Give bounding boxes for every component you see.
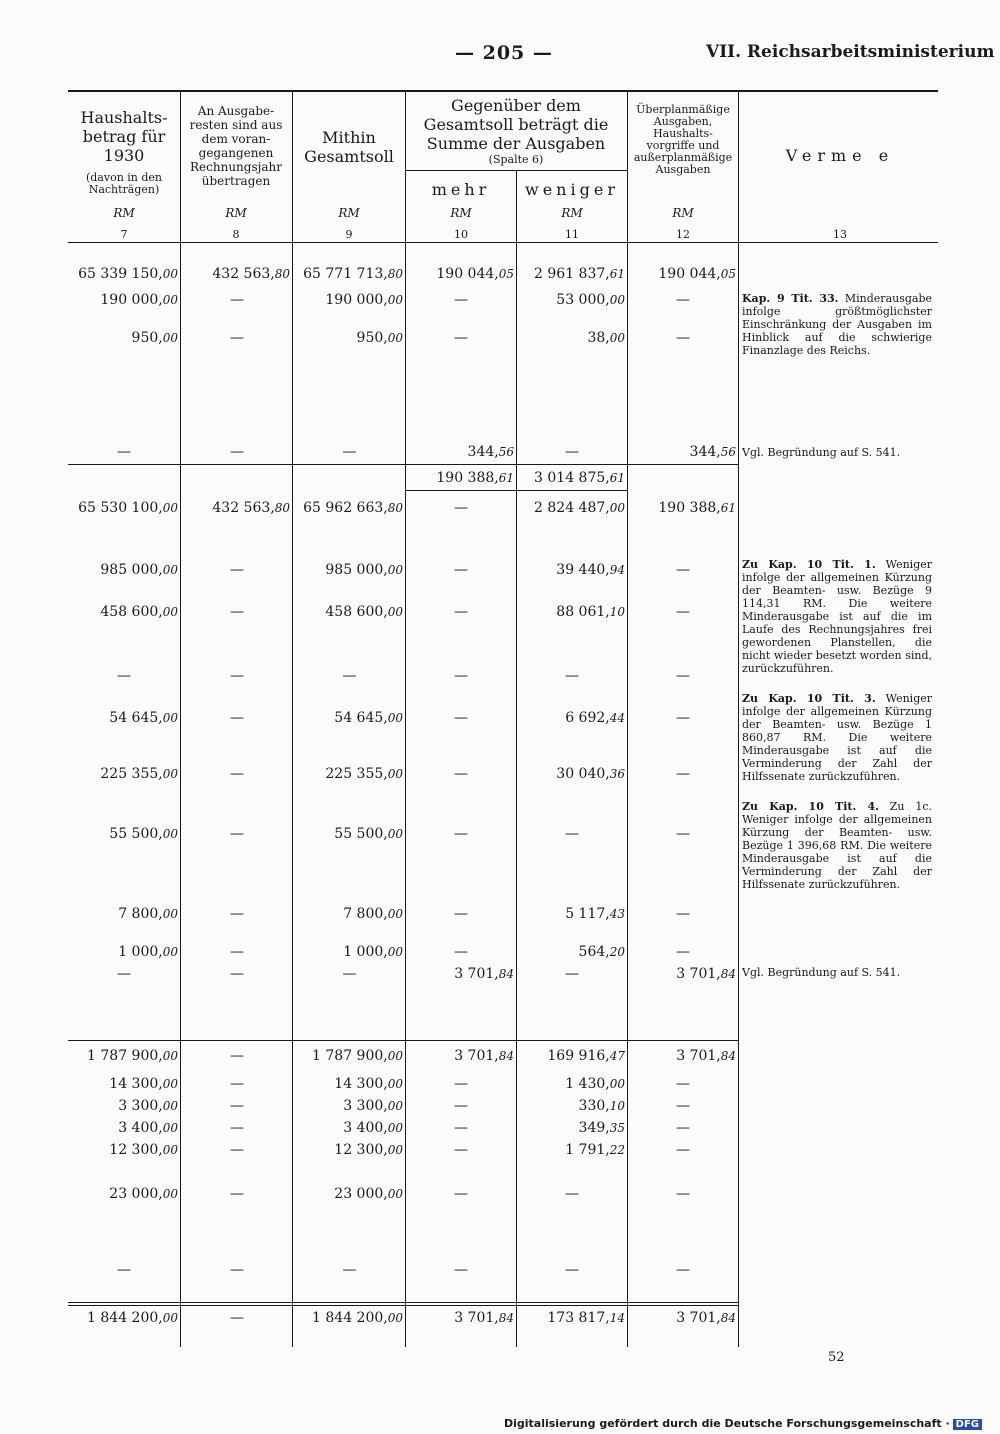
decimal-part: 61 <box>720 501 736 515</box>
table-cell-c10: — <box>454 330 468 346</box>
decimal-part: 00 <box>387 711 403 725</box>
footer-text: Digitalisierung gefördert durch die Deutsche Forschungsgemeinschaft · <box>503 1417 950 1430</box>
decimal-part: 00 <box>162 1121 178 1135</box>
table-cell-c11: 173 817,14 <box>547 1310 625 1326</box>
table-cell-c12: — <box>676 562 690 578</box>
footer <box>504 1417 982 1430</box>
note-label: Kap. 9 Tit. 33. <box>742 292 839 305</box>
table-cell-c7: — <box>117 668 131 684</box>
decimal-part: 00 <box>162 563 178 577</box>
decimal-part: 61 <box>498 471 514 485</box>
table-cell-c12: 3 701,84 <box>676 1048 736 1064</box>
table-cell-c11: — <box>565 826 579 842</box>
table-cell-c8: 432 563,80 <box>212 266 290 282</box>
decimal-part: 84 <box>498 1049 514 1063</box>
decimal-part: 00 <box>387 563 403 577</box>
decimal-part: 00 <box>162 945 178 959</box>
table-cell-c8: — <box>230 826 244 842</box>
table-cell-c10: — <box>454 604 468 620</box>
column-number: 11 <box>565 228 579 241</box>
table-cell-c7: 985 000,00 <box>100 562 178 578</box>
table-cell-c11: 3 014 875,61 <box>534 470 625 486</box>
decimal-part: 56 <box>498 445 514 459</box>
table-cell-c10: — <box>454 668 468 684</box>
decimal-part: 14 <box>609 1311 625 1325</box>
decimal-part: 00 <box>162 711 178 725</box>
unit-label: RM <box>672 206 694 220</box>
decimal-part: 80 <box>274 501 290 515</box>
table-cell-c12: — <box>676 826 690 842</box>
table-cell-c8: — <box>230 906 244 922</box>
table-cell-c9: — <box>342 668 357 684</box>
header-col7: Haushalts-betrag für 1930 <box>80 108 168 165</box>
table-cell-c12: — <box>676 1076 690 1092</box>
table-cell-c9: 225 355,00 <box>325 766 403 782</box>
col-line <box>180 92 181 1347</box>
decimal-part: 00 <box>162 1143 178 1157</box>
column-number: 9 <box>345 228 353 241</box>
table-cell-c11: — <box>565 1262 579 1278</box>
column-number: 10 <box>454 228 468 241</box>
note-kap9 <box>742 292 932 357</box>
table-cell-c8: — <box>230 1310 244 1326</box>
decimal-part: 00 <box>609 331 625 345</box>
decimal-part: 00 <box>162 827 178 841</box>
note-text: Vgl. Begründung auf S. 541. <box>742 966 901 979</box>
table-cell-c10: 3 701,84 <box>454 1048 514 1064</box>
table-cell-c8: — <box>230 1120 244 1136</box>
decimal-part: 00 <box>387 1187 403 1201</box>
table-cell-c10: — <box>454 292 468 308</box>
table-cell-c11: — <box>565 668 579 684</box>
note-text: Weniger infolge der allgemeinen Kürzung der Beamten- usw. Bezüge 9 114,31 RM. Die weitere Minderausgabe ist auf die im Laufe des Rechnungsjahres frei gewordenen Planstellen, die nicht wieder besetzt worden sind, zurückzuführen. <box>742 558 933 675</box>
decimal-part: 80 <box>274 267 290 281</box>
table-cell-c7: 65 530 100,00 <box>78 500 178 516</box>
table-cell-c9: 65 771 713,80 <box>303 266 403 282</box>
page-corner-number: 52 <box>828 1350 845 1365</box>
decimal-part: 00 <box>162 331 178 345</box>
note-text: Vgl. Begründung auf S. 541. <box>742 446 901 459</box>
table-cell-c12: — <box>676 292 690 308</box>
decimal-part: 00 <box>162 1049 178 1063</box>
table-cell-c10: — <box>454 944 468 960</box>
note-text: Weniger infolge der allgemeinen Kürzung der Beamten- usw. Bezüge 1 860,87 RM. Die weitere Minderausgabe ist auf die Verminderung der Zahl der Hilfssenate zurückzuführen. <box>742 692 933 783</box>
decimal-part: 00 <box>387 1143 403 1157</box>
table-cell-c11: 1 430,00 <box>565 1076 625 1092</box>
table-cell-c9: 3 300,00 <box>343 1098 403 1114</box>
table-cell-c10: — <box>454 1186 468 1202</box>
note-ref <box>742 446 932 459</box>
decimal-part: 84 <box>720 1311 736 1325</box>
table-cell-c7: 55 500,00 <box>109 826 178 842</box>
unit-label: RM <box>561 206 583 220</box>
header-col12: Überplanmäßige Ausgaben, Haushalts-vorgriffe und außerplanmäßige Ausgaben <box>633 103 733 176</box>
col-line <box>738 92 739 1347</box>
table-cell-c10: — <box>454 710 468 726</box>
table-cell-c10: 190 044,05 <box>436 266 514 282</box>
table-cell-c8: — <box>230 562 244 578</box>
table-cell-c8: — <box>230 1142 244 1158</box>
table-cell-c11: 169 916,47 <box>547 1048 625 1064</box>
table-cell-c12: 3 701,84 <box>676 1310 736 1326</box>
table-cell-c12: — <box>676 710 690 726</box>
decimal-part: 05 <box>720 267 736 281</box>
table-cell-c12: — <box>676 330 690 346</box>
decimal-part: 84 <box>720 1049 736 1063</box>
decimal-part: 00 <box>387 945 403 959</box>
decimal-part: 20 <box>609 945 625 959</box>
table-cell-c12: 190 388,61 <box>658 500 736 516</box>
table-cell-c10: 3 701,84 <box>454 966 514 982</box>
decimal-part: 22 <box>609 1143 625 1157</box>
table-cell-c9: 950,00 <box>356 330 403 346</box>
table-cell-c8: — <box>230 292 244 308</box>
table-cell-c12: — <box>676 604 690 620</box>
table-cell-c7: 190 000,00 <box>100 292 178 308</box>
col-line <box>405 92 406 1347</box>
table-cell-c9: — <box>342 444 357 460</box>
decimal-part: 61 <box>609 267 625 281</box>
table-cell-c7: 23 000,00 <box>109 1186 178 1202</box>
table-cell-c10: 344,56 <box>467 444 514 460</box>
decimal-part: 00 <box>162 1099 178 1113</box>
decimal-part: 00 <box>609 293 625 307</box>
table-cell-c7: 54 645,00 <box>109 710 178 726</box>
decimal-part: 00 <box>609 1077 625 1091</box>
table-cell-c11: 38,00 <box>587 330 625 346</box>
total-rule-2 <box>68 1305 738 1306</box>
decimal-part: 80 <box>387 267 403 281</box>
col-line <box>516 170 517 1347</box>
decimal-part: 00 <box>387 1099 403 1113</box>
table-cell-c12: 190 044,05 <box>658 266 736 282</box>
table-cell-c10: — <box>454 1076 468 1092</box>
table-cell-c7: 65 339 150,00 <box>78 266 178 282</box>
header-col9: Mithin Gesamtsoll <box>304 128 394 166</box>
note-ref <box>742 966 932 979</box>
table-cell-c8: — <box>230 1262 244 1278</box>
table-cell-c10: — <box>454 826 468 842</box>
note-kap10-tit3 <box>742 692 932 783</box>
note-text: Zu 1c. Weniger infolge der allgemeinen Kürzung der Beamten- usw. Bezüge 1 396,68 RM. Die weitere Minderausgabe ist auf die Verminderung der Zahl der Hilfssenate zurückzuführen. <box>742 800 932 891</box>
table-top-rule <box>68 90 938 92</box>
table-cell-c11: 6 692,44 <box>565 710 625 726</box>
note-label: Zu Kap. 10 Tit. 4. <box>742 800 879 813</box>
table-cell-c8: — <box>230 1098 244 1114</box>
table-cell-c10: — <box>454 906 468 922</box>
decimal-part: 35 <box>609 1121 625 1135</box>
table-cell-c12: 344,56 <box>689 444 736 460</box>
table-cell-c11: 88 061,10 <box>556 604 625 620</box>
table-cell-c10: — <box>454 1262 468 1278</box>
decimal-part: 00 <box>387 1049 403 1063</box>
table-cell-c9: 65 962 663,80 <box>303 500 403 516</box>
note-label: Zu Kap. 10 Tit. 1. <box>742 558 876 571</box>
table-cell-c12: — <box>676 1098 690 1114</box>
table-cell-c10: — <box>454 1098 468 1114</box>
table-cell-c7: 950,00 <box>131 330 178 346</box>
group2-rule <box>68 1040 738 1041</box>
table-cell-c12: — <box>676 1142 690 1158</box>
table-cell-c9: 458 600,00 <box>325 604 403 620</box>
column-number: 8 <box>232 228 240 241</box>
table-cell-c12: — <box>676 906 690 922</box>
table-cell-c9: 3 400,00 <box>343 1120 403 1136</box>
table-cell-c9: — <box>342 966 357 982</box>
header-col8: An Ausgabe-resten sind aus dem voran-gegangenen Rechnungsjahr übertragen <box>189 104 283 188</box>
table-cell-c9: 190 000,00 <box>325 292 403 308</box>
decimal-part: 56 <box>720 445 736 459</box>
table-cell-c8: — <box>230 1076 244 1092</box>
column-number: 13 <box>833 228 847 241</box>
column-number: 12 <box>676 228 690 241</box>
unit-label: RM <box>338 206 360 220</box>
decimal-part: 94 <box>609 563 625 577</box>
table-cell-c11: 30 040,36 <box>556 766 625 782</box>
decimal-part: 00 <box>162 1077 178 1091</box>
table-cell-c9: 1 844 200,00 <box>312 1310 403 1326</box>
table-cell-c9: 14 300,00 <box>334 1076 403 1092</box>
table-cell-c7: 1 844 200,00 <box>87 1310 178 1326</box>
decimal-part: 44 <box>609 711 625 725</box>
table-cell-c11: 5 117,43 <box>565 906 625 922</box>
table-cell-c11: — <box>565 444 579 460</box>
table-cell-c8: — <box>230 668 244 684</box>
decimal-part: 00 <box>387 1311 403 1325</box>
note-kap10-tit4 <box>742 800 932 891</box>
column-number: 7 <box>120 228 128 241</box>
col-line <box>292 92 293 1347</box>
table-cell-c7: — <box>117 444 131 460</box>
decimal-part: 00 <box>387 1121 403 1135</box>
unit-label: RM <box>450 206 472 220</box>
table-cell-c9: 23 000,00 <box>334 1186 403 1202</box>
decimal-part: 61 <box>609 471 625 485</box>
table-cell-c12: 3 701,84 <box>676 966 736 982</box>
table-cell-c10: — <box>454 500 468 516</box>
decimal-part: 36 <box>609 767 625 781</box>
header-col10: mehr <box>431 180 491 199</box>
table-cell-c7: 1 000,00 <box>118 944 178 960</box>
table-cell-c9: 54 645,00 <box>334 710 403 726</box>
note-label: Zu Kap. 10 Tit. 3. <box>742 692 876 705</box>
decimal-part: 00 <box>162 1311 178 1325</box>
decimal-part: 00 <box>162 605 178 619</box>
table-cell-c7: 3 300,00 <box>118 1098 178 1114</box>
table-cell-c8: — <box>230 1048 244 1064</box>
header-group-sub: (Spalte 6) <box>488 153 544 166</box>
table-cell-c12: — <box>676 668 690 684</box>
decimal-part: 00 <box>387 293 403 307</box>
decimal-part: 84 <box>498 1311 514 1325</box>
decimal-part: 00 <box>162 1187 178 1201</box>
table-cell-c9: 7 800,00 <box>343 906 403 922</box>
table-cell-c8: — <box>230 710 244 726</box>
table-cell-c11: 2 961 837,61 <box>534 266 625 282</box>
header-col11: weniger <box>525 180 619 199</box>
decimal-part: 00 <box>609 501 625 515</box>
table-cell-c7: 458 600,00 <box>100 604 178 620</box>
table-cell-c11: 2 824 487,00 <box>534 500 625 516</box>
decimal-part: 10 <box>609 1099 625 1113</box>
table-cell-c12: — <box>676 944 690 960</box>
table-cell-c12: — <box>676 1120 690 1136</box>
table-cell-c8: 432 563,80 <box>212 500 290 516</box>
decimal-part: 00 <box>387 767 403 781</box>
table-cell-c9: 1 787 900,00 <box>312 1048 403 1064</box>
decimal-part: 00 <box>387 605 403 619</box>
table-cell-c10: 190 388,61 <box>436 470 514 486</box>
decimal-part: 43 <box>609 907 625 921</box>
note-kap10-tit1 <box>742 558 932 675</box>
table-cell-c10: — <box>454 766 468 782</box>
table-cell-c10: — <box>454 562 468 578</box>
table-cell-c7: — <box>117 966 131 982</box>
table-cell-c9: — <box>342 1262 357 1278</box>
decimal-part: 00 <box>387 907 403 921</box>
note-text: Minderausgabe infolge größtmöglichster Einschränkung der Ausgaben im Hinblick auf die schwierige Finanzlage des Reichs. <box>742 292 933 357</box>
table-cell-c7: 7 800,00 <box>118 906 178 922</box>
table-cell-c11: 349,35 <box>578 1120 625 1136</box>
table-cell-c12: — <box>676 1262 690 1278</box>
subtotal-rule <box>68 464 738 465</box>
table-cell-c8: — <box>230 766 244 782</box>
decimal-part: 84 <box>720 967 736 981</box>
table-cell-c8: — <box>230 444 244 460</box>
header-col7-sub: (davon in den Nachträgen) <box>85 171 163 196</box>
table-cell-c11: — <box>565 1186 579 1202</box>
table-cell-c7: 3 400,00 <box>118 1120 178 1136</box>
table-cell-c9: 55 500,00 <box>334 826 403 842</box>
table-cell-c11: — <box>565 966 579 982</box>
decimal-part: 84 <box>498 967 514 981</box>
table-cell-c7: 1 787 900,00 <box>87 1048 178 1064</box>
header-col13: Verme e <box>785 146 895 165</box>
table-cell-c11: 564,20 <box>578 944 625 960</box>
table-cell-c10: 3 701,84 <box>454 1310 514 1326</box>
decimal-part: 00 <box>162 767 178 781</box>
decimal-part: 00 <box>162 907 178 921</box>
table-cell-c10: — <box>454 1142 468 1158</box>
decimal-part: 05 <box>498 267 514 281</box>
decimal-part: 00 <box>162 293 178 307</box>
table-cell-c12: — <box>676 1186 690 1202</box>
table-cell-c7: 225 355,00 <box>100 766 178 782</box>
page-number: — 205 — <box>455 42 553 64</box>
header-group: Gegenüber dem Gesamtsoll beträgt die Summe der Ausgaben <box>423 96 609 153</box>
decimal-part: 00 <box>162 501 178 515</box>
table-cell-c8: — <box>230 944 244 960</box>
table-cell-c7: — <box>117 1262 131 1278</box>
total-rule-1 <box>68 1302 738 1303</box>
table-cell-c8: — <box>230 330 244 346</box>
decimal-part: 00 <box>387 331 403 345</box>
decimal-part: 80 <box>387 501 403 515</box>
section-title: VII. Reichsarbeitsministerium <box>706 42 995 62</box>
table-cell-c9: 1 000,00 <box>343 944 403 960</box>
table-cell-c11: 39 440,94 <box>556 562 625 578</box>
table-cell-c11: 330,10 <box>578 1098 625 1114</box>
table-cell-c12: — <box>676 766 690 782</box>
table-cell-c8: — <box>230 966 244 982</box>
table-cell-c8: — <box>230 604 244 620</box>
decimal-part: 10 <box>609 605 625 619</box>
table-cell-c7: 14 300,00 <box>109 1076 178 1092</box>
table-cell-c11: 53 000,00 <box>556 292 625 308</box>
decimal-part: 00 <box>387 1077 403 1091</box>
decimal-part: 00 <box>162 267 178 281</box>
table-cell-c8: — <box>230 1186 244 1202</box>
decimal-part: 47 <box>609 1049 625 1063</box>
header-bottom-rule <box>68 242 938 243</box>
unit-label: RM <box>113 206 135 220</box>
table-cell-c10: — <box>454 1120 468 1136</box>
decimal-part: 00 <box>387 827 403 841</box>
table-cell-c7: 12 300,00 <box>109 1142 178 1158</box>
table-cell-c9: 12 300,00 <box>334 1142 403 1158</box>
table-cell-c9: 985 000,00 <box>325 562 403 578</box>
unit-label: RM <box>225 206 247 220</box>
table-cell-c11: 1 791,22 <box>565 1142 625 1158</box>
dfg-logo: DFG <box>953 1419 982 1430</box>
col-line <box>627 92 628 1347</box>
